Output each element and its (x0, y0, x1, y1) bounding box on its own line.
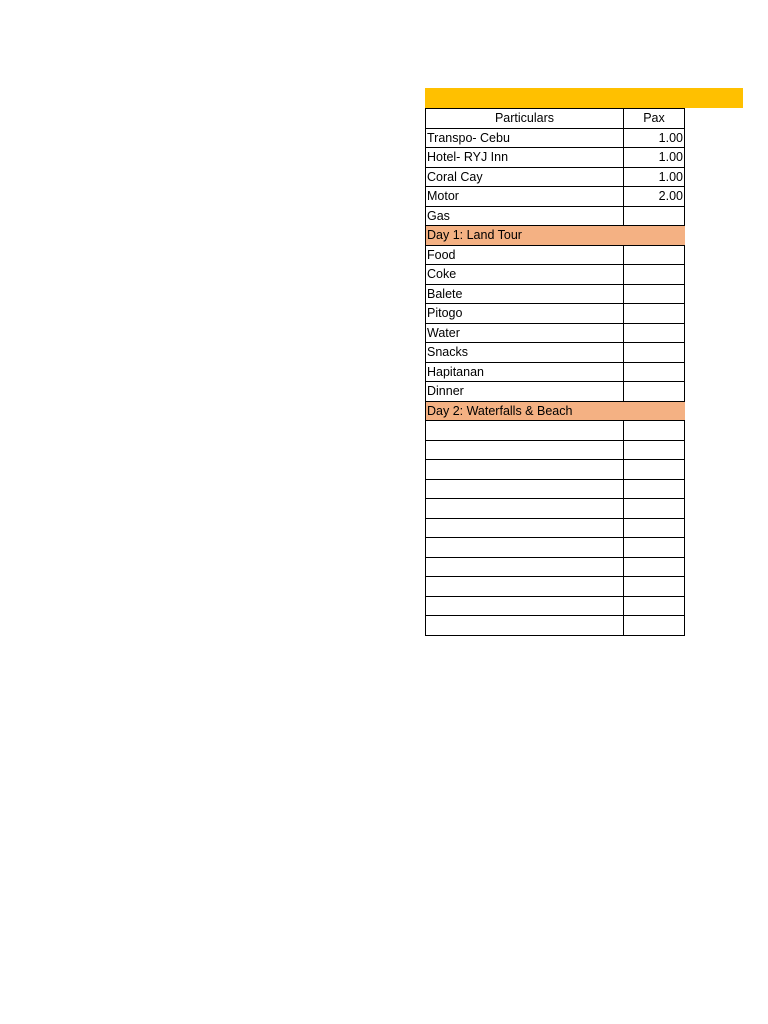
header-row (426, 109, 685, 129)
cell-particulars[interactable]: Coke (426, 265, 624, 285)
cell-pax[interactable] (624, 206, 685, 226)
table-row (426, 518, 685, 538)
cell-pax[interactable] (624, 304, 685, 324)
cell-pax[interactable] (624, 518, 685, 538)
title-bar (425, 88, 743, 108)
cell-particulars[interactable] (426, 577, 624, 597)
cell-pax[interactable] (624, 245, 685, 265)
header-particulars: Particulars (426, 109, 624, 129)
table-row (426, 382, 685, 402)
section-label[interactable]: Day 2: Waterfalls & Beach (426, 401, 685, 421)
table-row (426, 187, 685, 207)
cell-particulars[interactable] (426, 460, 624, 480)
cell-particulars[interactable] (426, 538, 624, 558)
cell-particulars[interactable] (426, 518, 624, 538)
table-row (426, 421, 685, 441)
cell-pax[interactable] (624, 596, 685, 616)
cell-particulars[interactable] (426, 499, 624, 519)
cell-particulars[interactable] (426, 421, 624, 441)
cell-particulars[interactable] (426, 440, 624, 460)
cell-particulars[interactable]: Balete (426, 284, 624, 304)
cell-pax[interactable] (624, 557, 685, 577)
cell-pax[interactable]: 1.00 (624, 128, 685, 148)
cell-pax[interactable]: 2.00 (624, 187, 685, 207)
table-row (426, 128, 685, 148)
table-row (426, 206, 685, 226)
table-row (426, 616, 685, 636)
cell-particulars[interactable]: Gas (426, 206, 624, 226)
header-pax: Pax (624, 109, 685, 129)
table-row (426, 167, 685, 187)
cell-particulars[interactable] (426, 616, 624, 636)
cell-particulars[interactable]: Hapitanan (426, 362, 624, 382)
table-row (426, 148, 685, 168)
cell-particulars[interactable] (426, 596, 624, 616)
cell-pax[interactable] (624, 284, 685, 304)
table-row (426, 440, 685, 460)
section-row (426, 401, 685, 421)
cell-pax[interactable] (624, 382, 685, 402)
table-row (426, 323, 685, 343)
cell-pax[interactable] (624, 421, 685, 441)
cell-pax[interactable] (624, 577, 685, 597)
cell-particulars[interactable]: Food (426, 245, 624, 265)
cell-pax[interactable] (624, 616, 685, 636)
section-label[interactable]: Day 1: Land Tour (426, 226, 685, 246)
table-row (426, 343, 685, 363)
cell-particulars[interactable]: Coral Cay (426, 167, 624, 187)
cell-pax[interactable] (624, 265, 685, 285)
table-row (426, 460, 685, 480)
cell-pax[interactable]: 1.00 (624, 167, 685, 187)
cell-pax[interactable] (624, 479, 685, 499)
table-row (426, 557, 685, 577)
table-row (426, 284, 685, 304)
table-row (426, 245, 685, 265)
itinerary-table (425, 108, 685, 636)
cell-particulars[interactable]: Dinner (426, 382, 624, 402)
cell-particulars[interactable] (426, 479, 624, 499)
cell-particulars[interactable]: Motor (426, 187, 624, 207)
cell-pax[interactable]: 1.00 (624, 148, 685, 168)
section-row (426, 226, 685, 246)
table-row (426, 304, 685, 324)
table-row (426, 596, 685, 616)
cell-particulars[interactable]: Hotel- RYJ Inn (426, 148, 624, 168)
table-row (426, 538, 685, 558)
cell-pax[interactable] (624, 538, 685, 558)
cell-pax[interactable] (624, 499, 685, 519)
table-row (426, 577, 685, 597)
cell-particulars[interactable]: Pitogo (426, 304, 624, 324)
cell-pax[interactable] (624, 343, 685, 363)
cell-pax[interactable] (624, 323, 685, 343)
cell-particulars[interactable]: Transpo- Cebu (426, 128, 624, 148)
cell-pax[interactable] (624, 440, 685, 460)
table-row (426, 479, 685, 499)
table-row (426, 362, 685, 382)
cell-particulars[interactable] (426, 557, 624, 577)
table-row (426, 265, 685, 285)
table-row (426, 499, 685, 519)
cell-pax[interactable] (624, 460, 685, 480)
cell-pax[interactable] (624, 362, 685, 382)
cell-particulars[interactable]: Snacks (426, 343, 624, 363)
cell-particulars[interactable]: Water (426, 323, 624, 343)
